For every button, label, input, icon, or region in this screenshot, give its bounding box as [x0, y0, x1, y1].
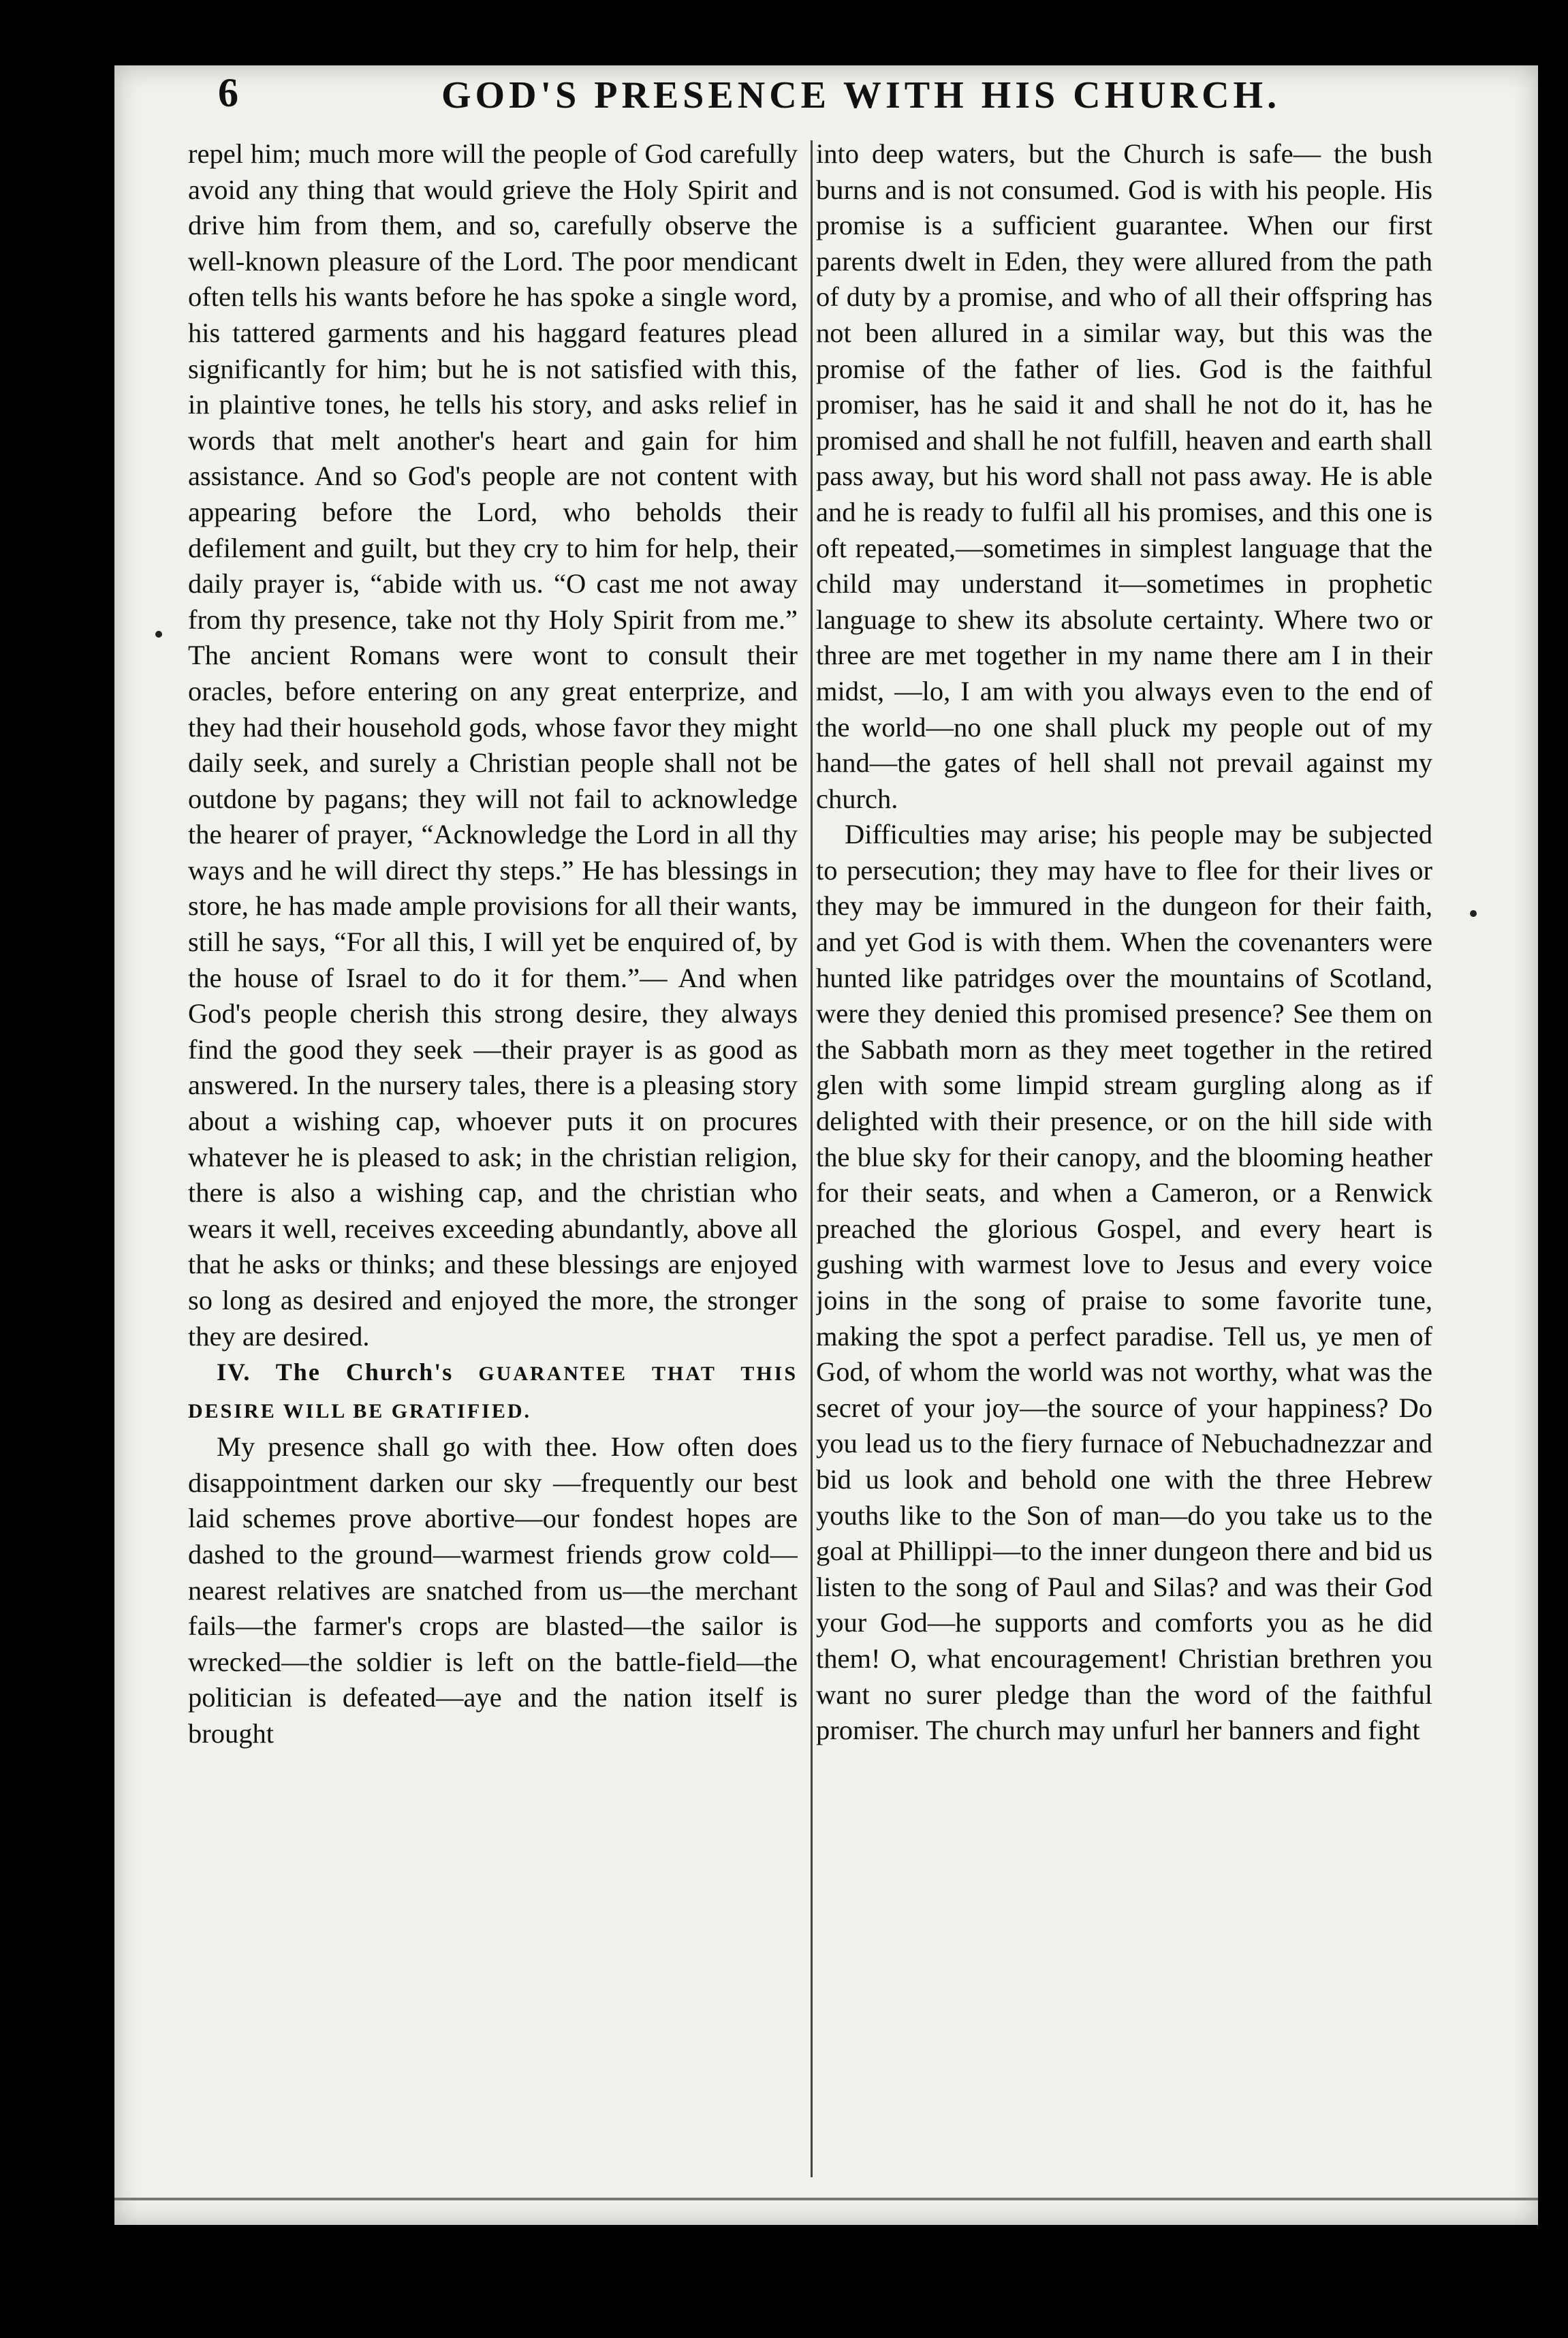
section-heading-title: IV. The Church's	[217, 1358, 454, 1386]
left-paragraph-2: My presence shall go with thee. How often does disappointment darken our sky —frequently our best laid schemes prove abortive—our fondest hopes are dashed to the ground—warmest friends grow cold—nearest relatives are snatched from us—the merchant fails—the farmer's crops are blasted—the sailor is wrecked—the soldier is left on the battle-field—the politician is defeated—aye and the nation itself is brought	[188, 1431, 798, 1749]
running-head: GOD'S PRESENCE WITH HIS CHURCH.	[441, 74, 1281, 116]
column-divider	[811, 140, 813, 2177]
section-heading-subtitle: GUARANTEE THAT THIS DESIRE WILL BE GRATIFIED.	[188, 1362, 798, 1423]
margin-mark	[155, 631, 162, 638]
right-column	[816, 136, 1432, 2180]
right-paragraph-1: into deep waters, but the Church is safe— the bush burns and is not consumed. God is with his people. His promise is a sufficient guarantee. When our first parents dwelt in Eden, they were allured from the path of duty by a promise, and who of all their offspring has not been allured in a similar way, but this was the promise of the father of lies. God is the faithful promiser, has he said it and shall he not do it, has he promised and shall he not fulfill, heaven and earth shall pass away, but his word shall not pass away. He is able and he is ready to fulfil all his promises, and this one is oft repeated,—sometimes in simplest language that the child may understand it—sometimes in prophetic language to shew its absolute certainty. Where two or three are met together in my name there am I in their midst, —lo, I am with you always even to the end of the world—no one shall pluck my people out of my hand—the gates of hell shall not prevail against my church.	[816, 138, 1432, 814]
newspaper-page	[114, 65, 1538, 2225]
page-bottom-rule	[114, 2198, 1538, 2200]
left-paragraph-1: repel him; much more will the people of God carefully avoid any thing that would grieve the Holy Spirit and drive him from them, and so, carefully observe the well-known pleasure of the Lord. The poor mendicant often tells his wants before he has spoke a single word, his tattered garments and his haggard features plead significantly for him; but he is not satisfied with this, in plaintive tones, he tells his story, and asks relief in words that melt another's heart and gain for him assistance. And so God's people are not content with appearing before the Lord, who beholds their defilement and guilt, but they cry to him for help, their daily prayer is, “abide with us. “O cast me not away from thy presence, take not thy Holy Spirit from me.” The ancient Romans were wont to consult their oracles, before entering on any great enterprize, and they had their household gods, whose favor they might daily seek, and surely a Christian people shall not be outdone by pagans; they will not fail to acknowledge the hearer of prayer, “Acknowledge the Lord in all thy ways and he will direct thy steps.” He has blessings in store, he has made ample provisions for all their wants, still he says, “For all this, I will yet be enquired of, by the house of Israel to do it for them.”— And when God's people cherish this strong desire, they always find the good they seek —their prayer is as good as answered. In the nursery tales, there is a pleasing story about a wishing cap, whoever puts it on procures whatever he is pleased to ask; in the christian religion, there is also a wishing cap, and the christian who wears it well, receives exceeding abundantly, above all that he asks or thinks; and these blessings are enjoyed so long as desired and enjoyed the more, the stronger they are desired.	[188, 138, 798, 1352]
section-heading	[188, 1354, 798, 1429]
page-number: 6	[218, 70, 238, 115]
right-paragraph-2: Difficulties may arise; his people may be subjected to persecution; they may have to flee for their lives or they may be immured in the dungeon for their faith, and yet God is with them. When the covenanters were hunted like patridges over the mountains of Scotland, were they denied this promised presence? See them on the Sabbath morn as they meet together in the retired glen with some limpid stream gurgling along as if delighted with their presence, or on the hill side with the blue sky for their canopy, and the blooming heather for their seats, and when a Cameron, or a Renwick preached the glorious Gospel, and every heart is gushing with warmest love to Jesus and every voice joins in the song of praise to some favorite tune, making the spot a perfect paradise. Tell us, ye men of God, of whom the world was not worthy, what was the secret of your joy—the source of your happiness? Do you lead us to the fiery furnace of Nebuchadnezzar and bid us look and behold one with the three Hebrew youths like to the Son of man—do you take us to the goal at Phillippi—to the inner dungeon there and bid us listen to the song of Paul and Silas? and was their God your God—he supports and comforts you as he did them! O, what encouragement! Christian brethren you want no surer pledge than the word of the faithful promiser. The church may unfurl her banners and fight	[816, 819, 1432, 1746]
margin-mark	[1470, 910, 1477, 917]
left-column	[188, 136, 798, 2180]
